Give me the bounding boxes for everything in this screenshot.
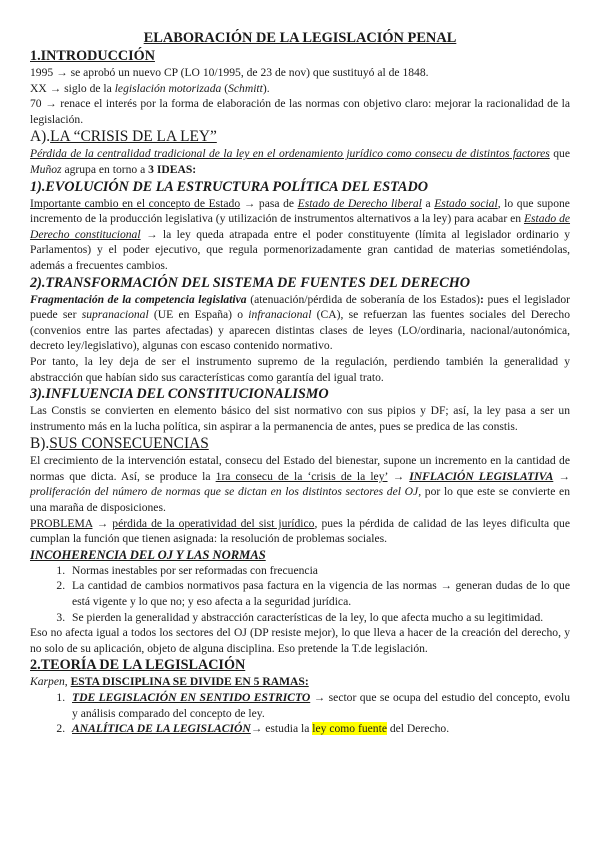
text: por lo que este se convierte en una maraña de disposiciones.	[30, 485, 570, 515]
heading-text: INCOHERENCIA DEL OJ Y LAS NORMAS	[30, 547, 266, 562]
list-item: 2. La cantidad de cambios normativos pasa factura en la vigencia de las normas → generan dudas de lo que está vigente y lo que no; y eso afecta a la seguridad jurídica.	[68, 578, 570, 609]
text: Fragmentación de la competencia legislativa	[30, 292, 247, 306]
text: 3 IDEAS:	[148, 162, 197, 176]
text: supranacional	[81, 308, 149, 322]
heading-text: 2.TEORÍA DE LA LEGISLACIÓN	[30, 657, 246, 674]
text: → estudia la	[250, 722, 313, 736]
intro-line-xx	[30, 81, 570, 97]
teoria-intro	[30, 674, 570, 690]
document-page	[30, 29, 570, 737]
text: (	[221, 81, 229, 95]
crisis-intro-paragraph	[30, 146, 570, 177]
text: pérdida de la operatividad del sist jurídico	[112, 516, 315, 530]
heading-text: 3).INFLUENCIA DEL CONSTITUCIONALISMO	[30, 386, 329, 403]
text: Karpen	[30, 675, 65, 689]
text: Muñoz	[30, 162, 62, 176]
document-title: ELABORACIÓN DE LA LEGISLACIÓN PENAL	[143, 30, 457, 46]
evolucion-paragraph	[30, 196, 570, 274]
text: INFLACIÓN LEGISLATIVA	[409, 469, 554, 483]
text: proliferación del número de normas que se dictan en los distintos sectores del OJ,	[30, 485, 422, 499]
text: (atenuación/pérdida de soberanía de los Estados)	[246, 292, 480, 306]
consecuencias-paragraph-1	[30, 453, 570, 515]
subsection-heading-transformacion	[30, 274, 570, 292]
text: , lo que supone incremento de la producción legislativa (y utilización de instrumentos alternativos a la ley) para acabar en	[30, 196, 570, 226]
text: → sector que se ocupa del estudio del concepto, evolu y análisis comparado del concepto de ley.	[72, 691, 570, 720]
heading-text: 2).TRANSFORMACIÓN DEL SISTEMA DE FUENTES DEL DERECHO	[30, 274, 471, 291]
text: que	[549, 147, 570, 161]
text: ESTA DISCIPLINA SE DIVIDE EN 5 RAMAS:	[70, 675, 309, 689]
heading-text: SUS CONSECUENCIAS	[49, 435, 209, 453]
heading-text: 1.INTRODUCCIÓN	[30, 48, 155, 64]
intro-line-70: 70 → renace el interés por la forma de elaboración de las normas con objetivo claro: mejorar la racionalidad de la legislación.	[30, 97, 570, 126]
text: TDE LEGISLACIÓN EN SENTIDO ESTRICTO	[72, 691, 311, 704]
transformacion-paragraph-2: Por tanto, la ley deja de ser el instrumento supremo de la regulación, perdiendo también la generalidad y abstracción que habían sido sus características como garantía del igual trato.	[30, 354, 570, 384]
highlighted-text: ley como fuente	[312, 722, 387, 736]
text: :	[480, 292, 484, 306]
text: del Derecho.	[386, 722, 450, 736]
consecuencias-paragraph-3: Eso no afecta igual a todos los sectores del OJ (DP resiste mejor), lo que lleva a hacer de la creación del derecho, y no solo de su aplicación, objeto de alguna disciplina. Eso pretende la T.de legislación.	[30, 626, 570, 655]
text: →	[92, 516, 113, 530]
section-heading-consecuencias	[30, 434, 570, 453]
incoherencia-list	[30, 563, 570, 625]
list-item: 1. Normas inestables por ser reformadas con frecuencia	[68, 563, 570, 579]
text: Estado de Derecho liberal	[297, 196, 422, 210]
heading-text: LA “CRISIS DE LA LEY”	[50, 128, 217, 146]
list-item	[68, 721, 570, 737]
text: , pues la pérdida de calidad de las leyes dificulta que cumplan la función que tienen asignada: la resolución de problemas sociales.	[30, 516, 570, 546]
incoherencia-heading	[30, 547, 570, 563]
text: ,	[64, 675, 71, 689]
text: →	[387, 469, 410, 483]
subsection-heading-constitucionalismo	[30, 385, 570, 403]
text: (UE en España) o	[148, 308, 249, 322]
text: Estado social	[434, 196, 498, 210]
heading-text: 1).EVOLUCIÓN DE LA ESTRUCTURA POLÍTICA DEL ESTADO	[30, 178, 428, 195]
section-heading-crisis-ley	[30, 127, 570, 146]
text: El crecimiento de la intervención estatal, consecu del Estado del bienestar, supone un incremento en la cantidad de normas que dicta. Así, se produce la	[30, 454, 570, 483]
text: legislación motorizada	[114, 81, 222, 95]
transformacion-paragraph	[30, 292, 570, 354]
text: ANALÍTICA DE LA LEGISLACIÓN	[72, 722, 251, 736]
section-heading-teoria	[30, 656, 570, 674]
subsection-heading-evolucion	[30, 178, 570, 196]
text: a	[421, 196, 435, 210]
text: 1ra consecu de la ‘crisis de la ley’	[215, 469, 388, 483]
ramas-list	[30, 690, 570, 737]
text: infranacional	[248, 308, 312, 322]
intro-line-1995: 1995 → se aprobó un nuevo CP (LO 10/1995, de 23 de nov) que sustituyó al de 1848.	[30, 66, 429, 79]
text: Pérdida de la centralidad tradicional de la ley en el ordenamiento jurídico como consecu de distintos factores	[30, 147, 550, 161]
constitucionalismo-paragraph: Las Constis se convierten en elemento básico del sist normativo con sus pipios y DF; así, la ley pasa a ser un instrumento más en la lucha política, sin aspirar a la permanencia de antes, pues se predica de las constis.	[30, 404, 570, 433]
text: (CA), se refuerzan las fuentes sociales del Derecho (convenios entre las partes afectadas) y aparecen distintas clases de leyes (LO/ordinaria, nacional/autonómica, decreto ley/legislativo), algunas con escaso contenido normativo.	[30, 308, 570, 353]
list-item: 3. Se pierden la generalidad y abstracción características de la ley, lo que afecta mucho a su legitimidad.	[68, 610, 570, 626]
heading-prefix: A).	[30, 128, 51, 146]
text: ).	[262, 81, 270, 95]
text: Schmitt	[228, 81, 263, 95]
text: agrupa en torno a	[61, 162, 149, 176]
consecuencias-paragraph-problema	[30, 516, 570, 547]
text: Estado de Derecho constitucional	[30, 212, 571, 241]
text: → la ley queda atrapada entre el poder constituyente (límita al legislador ordinario y Parlamentos) y el poder ejecutivo, que regula pormenorizadamente gran cantidad de materias sometiéndolas, además a frecuentes cambios.	[30, 227, 571, 272]
text: pues el legislador puede ser	[30, 292, 570, 322]
list-item	[68, 690, 570, 721]
text: →	[553, 469, 570, 483]
text: Importante cambio en el concepto de Estado	[30, 196, 241, 210]
heading-prefix: B).	[30, 435, 50, 453]
text: XX → siglo de la	[30, 81, 115, 95]
text: PROBLEMA	[30, 516, 93, 530]
text: → pasa de	[240, 196, 298, 210]
section-heading-introduccion	[30, 47, 570, 65]
